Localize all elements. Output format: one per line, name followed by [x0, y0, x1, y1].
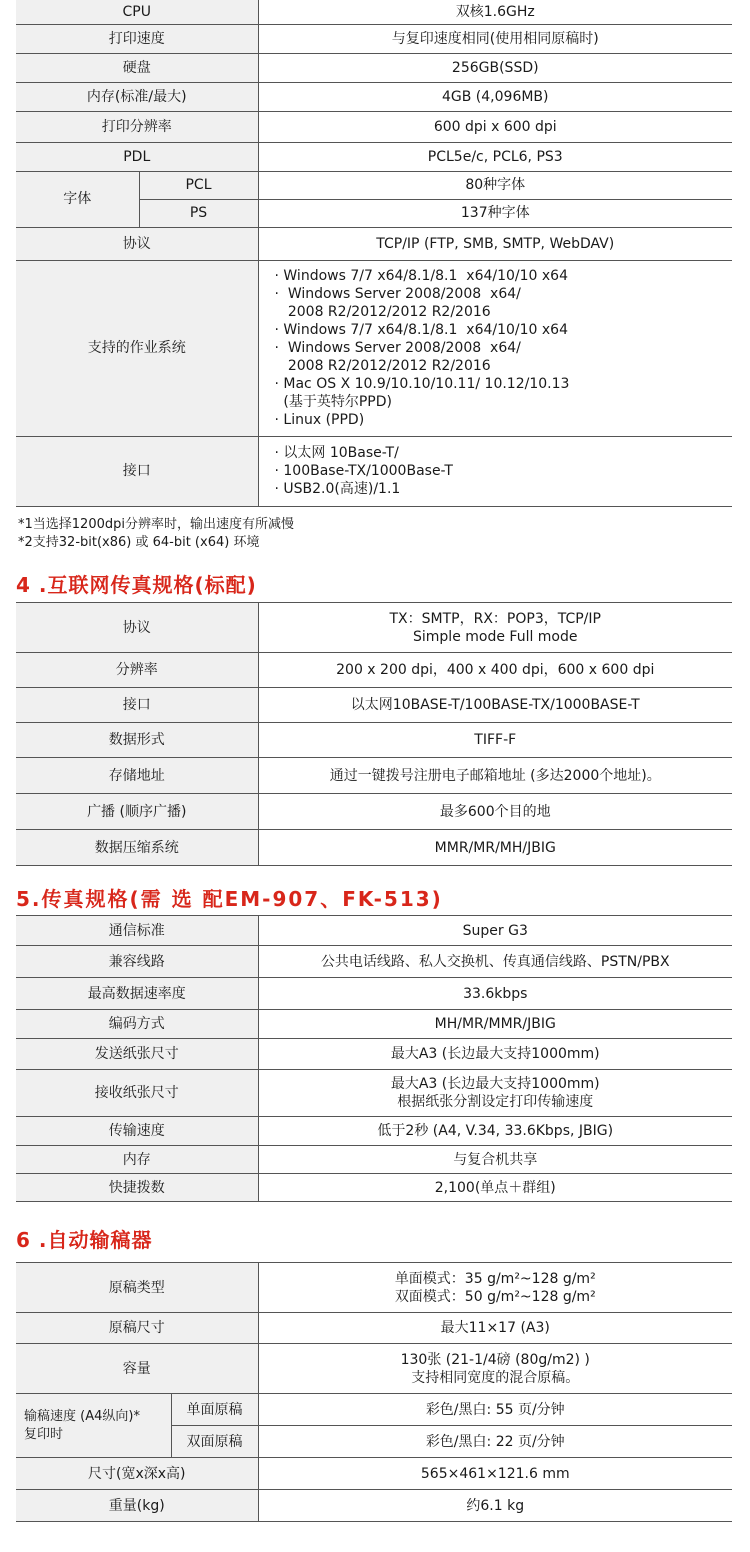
section-6-table-wrap [0, 1262, 750, 1522]
table-row [16, 794, 732, 830]
value-line: 支持相同宽度的混合原稿。 [411, 1369, 580, 1386]
row-value: MH/MR/MMR/JBIG [258, 1010, 732, 1039]
value-line: 单面模式：35 g/m²~128 g/m² [394, 1270, 596, 1287]
row-value: 256GB(SSD) [258, 53, 732, 82]
font-group-label: 字体 [16, 171, 139, 227]
row-label: 快捷拨数 [16, 1174, 258, 1202]
table-row [16, 53, 732, 82]
row-value [258, 1070, 732, 1117]
row-value: 137种字体 [258, 199, 732, 227]
table-row [16, 978, 732, 1010]
section-3-table-wrap [0, 0, 750, 507]
table-row [16, 653, 732, 688]
row-label: 广播 (顺序广播) [16, 794, 258, 830]
table-row [16, 1039, 732, 1070]
table-row [16, 723, 732, 758]
row-value: 200 x 200 dpi，400 x 400 dpi，600 x 600 dpi [258, 653, 732, 688]
row-value: 彩色/黑白: 55 页/分钟 [258, 1394, 732, 1426]
row-value: 彩色/黑白: 22 页/分钟 [258, 1426, 732, 1458]
row-value: 最大A3 (长边最大支持1000mm) [258, 1039, 732, 1070]
os-line: 2008 R2/2012/2012 R2/2016 [274, 304, 491, 320]
footnotes [18, 516, 294, 552]
interface-line: · 以太网 10Base-T/ [274, 445, 399, 461]
os-line: · Windows 7/7 x64/8.1/8.1 x64/10/10 x64 [274, 268, 569, 284]
table-row [16, 111, 732, 142]
footnote: *2支持32-bit(x86) 或 64-bit (x64) 环境 [18, 535, 260, 550]
table-row [16, 0, 732, 24]
value-line: 最大A3 (长边最大支持1000mm) [390, 1076, 600, 1092]
spec-table-3 [16, 0, 732, 507]
row-label: 编码方式 [16, 1010, 258, 1039]
table-row [16, 82, 732, 111]
row-value: 与复合机共享 [258, 1146, 732, 1174]
value-line: 130张 (21-1/4磅 (80g/m2) ) [400, 1351, 590, 1368]
os-line: · Windows Server 2008/2008 x64/ [274, 340, 521, 356]
table-row [16, 171, 732, 199]
row-value: 2,100(单点＋群组) [258, 1174, 732, 1202]
row-label: 协议 [16, 227, 258, 260]
row-label: 尺寸(宽x深x高) [16, 1458, 258, 1490]
row-label: 原稿尺寸 [16, 1313, 258, 1344]
section-5-title: 5.传真规格(需 选 配EM-907、FK-513) [16, 887, 443, 911]
row-label: 最高数据速率度 [16, 978, 258, 1010]
speed-sub-label: 双面原稿 [171, 1426, 258, 1458]
table-row [16, 688, 732, 723]
table-row [16, 946, 732, 978]
interface-line: · USB2.0(高速)/1.1 [274, 481, 401, 497]
row-value: PCL5e/c, PCL6, PS3 [258, 142, 732, 171]
os-list [258, 260, 732, 436]
row-value: 公共电话线路、私人交换机、传真通信线路、PSTN/PBX [258, 946, 732, 978]
table-row [16, 1394, 732, 1426]
table-row [16, 260, 732, 436]
row-label: 数据形式 [16, 723, 258, 758]
os-line: · Windows 7/7 x64/8.1/8.1 x64/10/10 x64 [274, 322, 569, 338]
table-row [16, 830, 732, 866]
row-value [258, 1263, 732, 1313]
row-value: 与复印速度相同(使用相同原稿时) [258, 24, 732, 53]
row-value: 双核1.6GHz [258, 0, 732, 24]
value-line: TX：SMTP，RX：POP3，TCP/IP [389, 610, 601, 627]
row-label: 内存(标准/最大) [16, 82, 258, 111]
row-label: 硬盘 [16, 53, 258, 82]
table-row [16, 227, 732, 260]
row-label: 重量(kg) [16, 1490, 258, 1522]
spec-table-4 [16, 602, 732, 866]
os-line: · Mac OS X 10.9/10.10/10.11/ 10.12/10.13 [274, 376, 570, 392]
table-row [16, 1490, 732, 1522]
speed-sub-label: 单面原稿 [171, 1394, 258, 1426]
value-line: 根据纸张分割设定打印传输速度 [397, 1094, 594, 1110]
speed-label-line: 输稿速度 (A4纵向)* [24, 1408, 140, 1424]
row-label: 传输速度 [16, 1117, 258, 1146]
table-row [16, 916, 732, 946]
footnote: *1当选择1200dpi分辨率时，输出速度有所减慢 [18, 517, 294, 532]
row-value [258, 603, 732, 653]
row-value: 最大11×17 (A3) [258, 1313, 732, 1344]
section-4-table-wrap [0, 602, 750, 866]
row-label: 通信标准 [16, 916, 258, 946]
row-value: MMR/MR/MH/JBIG [258, 830, 732, 866]
interface-line: · 100Base-TX/1000Base-T [274, 463, 453, 479]
os-line: · Linux (PPD) [274, 412, 365, 428]
row-label: 打印速度 [16, 24, 258, 53]
row-value: TIFF-F [258, 723, 732, 758]
spec-table-5 [16, 915, 732, 1202]
table-row [16, 1458, 732, 1490]
value-line: 双面模式：50 g/m²~128 g/m² [394, 1288, 596, 1305]
table-row [16, 24, 732, 53]
row-value: 以太网10BASE-T/100BASE-TX/1000BASE-T [258, 688, 732, 723]
row-value: 33.6kbps [258, 978, 732, 1010]
row-label: 容量 [16, 1344, 258, 1394]
row-value: 通过一键拨号注册电子邮箱地址 (多达2000个地址)。 [258, 758, 732, 794]
row-value: 低于2秒 (A4, V.34, 33.6Kbps, JBIG) [258, 1117, 732, 1146]
row-label: 数据压缩系统 [16, 830, 258, 866]
row-value: 最多600个目的地 [258, 794, 732, 830]
row-value: 80种字体 [258, 171, 732, 199]
row-label: CPU [16, 0, 258, 24]
table-row [16, 603, 732, 653]
table-row [16, 1070, 732, 1117]
section-6-title: 6 .自动输稿器 [16, 1228, 153, 1252]
table-row [16, 758, 732, 794]
row-value: 约6.1 kg [258, 1490, 732, 1522]
speed-group-label [16, 1394, 171, 1458]
row-value: 600 dpi x 600 dpi [258, 111, 732, 142]
table-row [16, 1146, 732, 1174]
row-value [258, 1344, 732, 1394]
spec-table-6 [16, 1262, 732, 1522]
table-row [16, 1344, 732, 1394]
value-line: Simple mode Full mode [413, 628, 578, 645]
row-label: 协议 [16, 603, 258, 653]
section-4-title: 4 .互联网传真规格(标配) [16, 573, 257, 597]
row-label: 原稿类型 [16, 1263, 258, 1313]
table-row [16, 1263, 732, 1313]
row-label: 分辨率 [16, 653, 258, 688]
row-label: 发送纸张尺寸 [16, 1039, 258, 1070]
row-value: 4GB (4,096MB) [258, 82, 732, 111]
table-row [16, 1117, 732, 1146]
row-label: 内存 [16, 1146, 258, 1174]
os-line: (基于英特尔PPD) [274, 394, 392, 410]
row-value: TCP/IP (FTP, SMB, SMTP, WebDAV) [258, 227, 732, 260]
table-row [16, 1313, 732, 1344]
row-label: 兼容线路 [16, 946, 258, 978]
row-label: PDL [16, 142, 258, 171]
interface-list [258, 436, 732, 506]
row-value: Super G3 [258, 916, 732, 946]
table-row [16, 1010, 732, 1039]
row-value: 565×461×121.6 mm [258, 1458, 732, 1490]
font-sub-label: PCL [139, 171, 258, 199]
row-label: 接口 [16, 688, 258, 723]
row-label: 接口 [16, 436, 258, 506]
os-line: · Windows Server 2008/2008 x64/ [274, 286, 521, 302]
row-label: 接收纸张尺寸 [16, 1070, 258, 1117]
table-row [16, 142, 732, 171]
section-5-table-wrap [0, 915, 750, 1202]
speed-label-line: 复印时 [24, 1426, 64, 1442]
os-line: 2008 R2/2012/2012 R2/2016 [274, 358, 491, 374]
table-row [16, 1174, 732, 1202]
row-label: 打印分辨率 [16, 111, 258, 142]
row-label: 支持的作业系统 [16, 260, 258, 436]
font-sub-label: PS [139, 199, 258, 227]
row-label: 存储地址 [16, 758, 258, 794]
table-row [16, 436, 732, 506]
